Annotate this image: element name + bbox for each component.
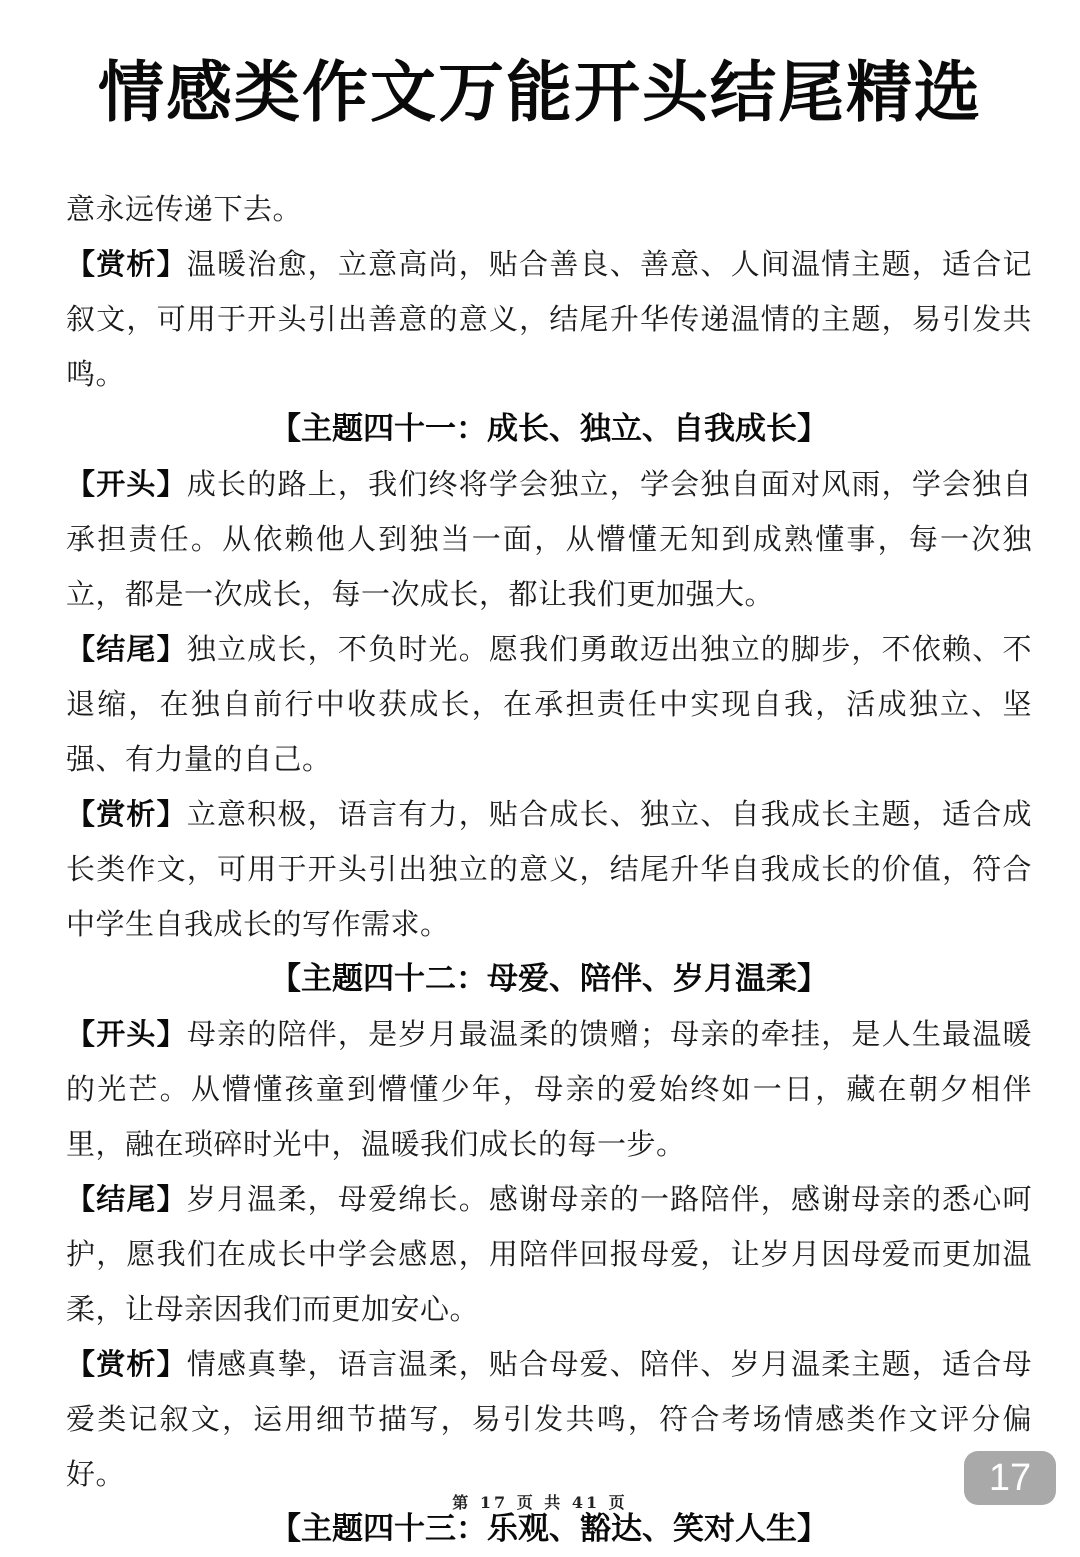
paragraph-appreciation (66, 237, 1032, 402)
paragraph-tag: 【赏析】 (66, 1347, 187, 1381)
theme-heading-41: 【主题四十一：成长、独立、自我成长】 (270, 411, 828, 447)
paragraph-text: 岁月温柔，母爱绵长。感谢母亲的一路陪伴，感谢母亲的悉心呵护，愿我们在成长中学会感恩，用陪伴回报母爱，让岁月因母爱而更加温柔，让母亲因我们而更加安心。 (66, 1182, 1032, 1326)
paragraph-tag: 【结尾】 (66, 632, 187, 666)
page-title: 情感类作文万能开头结尾精选 (98, 54, 982, 131)
paragraph-opening (66, 457, 1032, 622)
paragraph-opening (66, 1007, 1032, 1172)
paragraph-tag: 【赏析】 (66, 247, 187, 281)
paragraph-text: 温暖治愈，立意高尚，贴合善良、善意、人间温情主题，适合记叙文，可用于开头引出善意的意义，结尾升华传递温情的主题，易引发共鸣。 (66, 247, 1032, 391)
paragraph-tag: 【开头】 (66, 467, 187, 501)
paragraph-text: 独立成长，不负时光。愿我们勇敢迈出独立的脚步，不依赖、不退缩，在独自前行中收获成长，在承担责任中实现自我，活成独立、坚强、有力量的自己。 (66, 632, 1032, 776)
paragraph-ending (66, 1172, 1032, 1337)
paragraph-appreciation (66, 787, 1032, 952)
theme-heading-43: 【主题四十三：乐观、豁达、笑对人生】 (270, 1511, 828, 1547)
paragraph-text: 母亲的陪伴，是岁月最温柔的馈赠；母亲的牵挂，是人生最温暖的光芒。从懵懂孩童到懵懂少年，母亲的爱始终如一日，藏在朝夕相伴里，融在琐碎时光中，温暖我们成长的每一步。 (66, 1017, 1032, 1161)
paragraph-continuation (66, 182, 1032, 237)
paragraph-tag: 【结尾】 (66, 1182, 187, 1216)
paragraph-appreciation (66, 1337, 1032, 1502)
paragraph-text: 意永远传递下去。 (66, 192, 303, 226)
paragraph-tag: 【赏析】 (66, 797, 187, 831)
page-number-badge: 17 (964, 1451, 1056, 1505)
paragraph-text: 立意积极，语言有力，贴合成长、独立、自我成长主题，适合成长类作文，可用于开头引出独立的意义，结尾升华自我成长的价值，符合中学生自我成长的写作需求。 (66, 797, 1032, 941)
paragraph-text: 情感真挚，语言温柔，贴合母爱、陪伴、岁月温柔主题，适合母爱类记叙文，运用细节描写，易引发共鸣，符合考场情感类作文评分偏好。 (66, 1347, 1032, 1491)
theme-heading-42: 【主题四十二：母爱、陪伴、岁月温柔】 (270, 961, 828, 997)
paragraph-ending (66, 622, 1032, 787)
page-footer: 第 17 页 共 41 页 (452, 1493, 628, 1512)
paragraph-text: 成长的路上，我们终将学会独立，学会独自面对风雨，学会独自承担责任。从依赖他人到独当一面，从懵懂无知到成熟懂事，每一次独立，都是一次成长，每一次成长，都让我们更加强大。 (66, 467, 1032, 611)
paragraph-tag: 【开头】 (66, 1017, 187, 1051)
document-body (66, 182, 1032, 1557)
